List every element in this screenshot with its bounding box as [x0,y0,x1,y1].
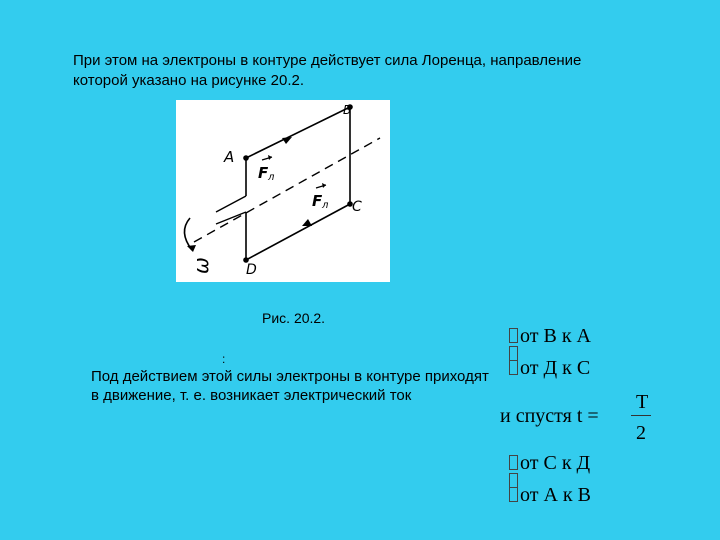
figure-caption: Рис. 20.2. [262,310,326,326]
formula-line-1 [509,325,591,347]
formula-text-4: от С к Д [520,452,591,474]
placeholder-box-icon [509,455,518,470]
side-cd [246,204,350,260]
placeholder-box-icon [509,360,518,375]
label-d: D [246,262,257,278]
placeholder-box-icon [509,328,518,343]
label-b: B [343,103,352,117]
body-paragraph: Под действием этой силы электроны в контуре приходят в движение, т. е. возникает электрический ток [91,368,489,404]
axle-lower [216,212,246,224]
force-sub-lower: л [322,200,329,211]
rotation-axis [194,138,380,242]
fraction-bar [631,415,651,416]
vector-arrowhead-icon [268,155,272,160]
formula-line-3: и спустя t = [500,405,599,427]
label-a: A [224,148,235,166]
axle-upper [216,196,246,212]
force-label-upper: F [258,164,269,182]
rotation-arrowhead-icon [187,245,196,252]
label-c: C [352,199,362,215]
force-sub-upper: л [268,172,275,183]
loop-diagram [176,100,390,282]
formula-line-2 [509,357,590,379]
formula-text-1: от В к А [520,325,591,347]
arrow-on-cd-icon [302,219,312,226]
vector-arrowhead-icon [322,183,326,188]
placeholder-box-icon [509,487,518,502]
formula-text-5: от А к В [520,484,591,506]
figure-20-2 [176,100,390,282]
formula-line-4 [509,452,590,474]
fraction-numerator: T [636,391,649,413]
formula-line-5 [509,484,591,506]
fraction-denominator: 2 [636,422,646,444]
omega-label: ω [189,257,213,274]
rotation-arc-icon [184,218,192,250]
formula-text-2: от Д к С [520,357,591,379]
side-ab [246,107,350,158]
colon-mark: : [222,352,226,366]
point-a [243,155,249,161]
force-label-lower: F [312,192,323,210]
intro-paragraph: При этом на электроны в контуре действует сила Лоренца, направление которой указано на рисунке 20.2. [73,52,582,89]
